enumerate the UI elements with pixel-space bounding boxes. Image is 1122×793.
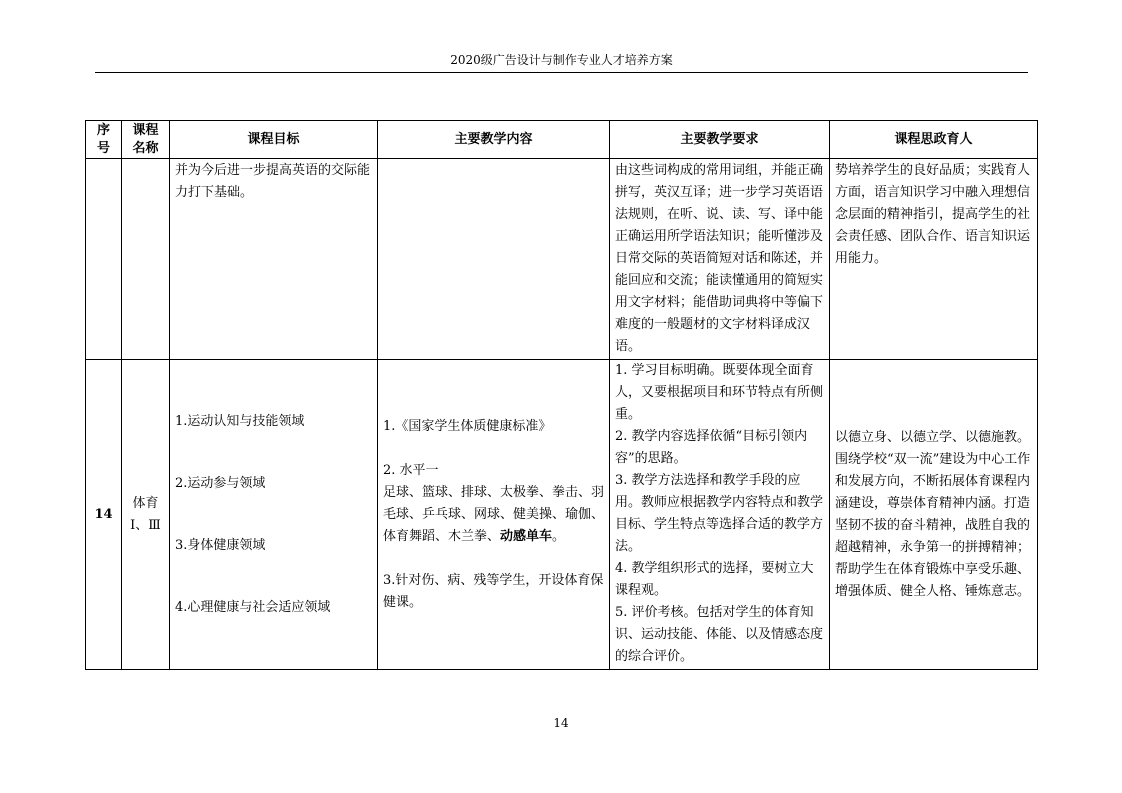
col-header-ideological-education: 课程思政育人 — [830, 121, 1038, 159]
content-item-level-title: 2. 水平一 — [383, 462, 439, 478]
col-header-teaching-requirements: 主要教学要求 — [610, 121, 830, 159]
cell-teaching-content — [378, 360, 610, 670]
table-row — [86, 360, 1038, 670]
requirement-item: 2. 教学内容选择依循“目标引领内容”的思路。 — [615, 429, 808, 466]
cell-ideology: 以德立身、以德立学、以德施教。围绕学校“双一流”建设为中心工作和发展方向，不断拓展体育课程内涵建设，尊崇体育精神内涵。打造坚韧不拔的奋斗精神，战胜自我的超越精神，永争第一的拼搏精神；帮助学生在体育锻炼中享受乐趣、增强体质、健全人格、锤炼意志。 — [830, 360, 1038, 670]
goal-item: 4.心理健康与社会适应领域 — [175, 599, 331, 615]
col-header-course-goal: 课程目标 — [170, 121, 378, 159]
requirement-item: 5. 评价考核。包括对学生的体育知识、运动技能、体能、以及情感态度的综合评价。 — [615, 605, 824, 664]
table-row — [86, 159, 1038, 360]
header-rule — [95, 72, 1028, 73]
col-header-teaching-content: 主要教学内容 — [378, 121, 610, 159]
content-item-health-class: 3.针对伤、病、残等学生，开设体育保健课。 — [383, 572, 604, 610]
cell-teaching-requirements — [610, 360, 830, 670]
course-table — [85, 120, 1038, 670]
requirement-item: 4. 教学组织形式的选择，要树立大课程观。 — [615, 561, 814, 598]
page-number: 14 — [553, 716, 569, 730]
content-item-sports-list — [383, 482, 604, 548]
sports-list-end: 。 — [552, 528, 566, 544]
content-item-standard: 1.《国家学生体质健康标准》 — [383, 418, 552, 434]
sports-list-bold-item: 动感单车 — [500, 528, 553, 544]
cell-requirements-continued: 由这些词构成的常用词组，并能正确拼写，英汉互译；进一步学习英语语法规则，在听、说、读、写、译中能正确运用所学语法知识；能听懂涉及日常交际的英语简短对话和陈述，并能回应和交流；能读懂通用的简短实用文字材料；能借助词典将中等偏下难度的一般题材的文字材料译成汉语。 — [610, 159, 830, 360]
cell-name-empty — [122, 159, 170, 360]
goal-item: 2.运动参与领域 — [175, 475, 266, 491]
goal-item: 1.运动认知与技能领域 — [175, 413, 305, 429]
requirement-item: 1. 学习目标明确。既要体现全面育人，又要根据项目和环节特点有所侧重。 — [615, 363, 824, 422]
cell-course-goals — [170, 360, 378, 670]
cell-number-empty — [86, 159, 122, 360]
cell-course-name: 体育Ⅰ、Ⅲ — [122, 360, 170, 670]
page-header: 2020级广告设计与制作专业人才培养方案 — [450, 53, 673, 67]
table-header-row — [86, 121, 1038, 159]
cell-content-empty — [378, 159, 610, 360]
cell-course-number: 14 — [86, 360, 122, 670]
col-header-course-name: 课程名称 — [122, 121, 170, 159]
col-header-number: 序号 — [86, 121, 122, 159]
cell-ideology-continued: 势培养学生的良好品质；实践育人方面，语言知识学习中融入理想信念层面的精神指引，提高学生的社会责任感、团队合作、语言知识运用能力。 — [830, 159, 1038, 360]
requirement-item: 3. 教学方法选择和教学手段的应用。教师应根据教学内容特点和教学目标、学生特点等选择合适的教学方法。 — [615, 473, 824, 554]
sports-list-text: 足球、篮球、排球、太极拳、拳击、羽毛球、乒乓球、网球、健美操、瑜伽、体育舞蹈、木兰拳、 — [383, 484, 605, 544]
goal-item: 3.身体健康领域 — [175, 537, 266, 553]
cell-goal-continued: 并为今后进一步提高英语的交际能力打下基础。 — [170, 159, 378, 360]
